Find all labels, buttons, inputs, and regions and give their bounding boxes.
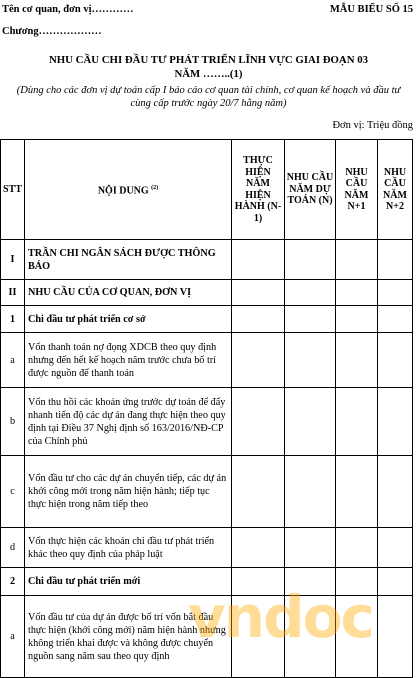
table-row: 2 Chi đầu tư phát triển mới (1, 568, 413, 596)
col-header-estimate: NHU CẦU NĂM DỰ TOÁN (N) (285, 140, 336, 240)
title-line-2: NĂM ……..(1) (174, 68, 243, 80)
table-header-row (1, 140, 413, 240)
table-row: 1 Chi đầu tư phát triển cơ sở (1, 306, 413, 333)
agency-name-field: Tên cơ quan, đơn vị………… (2, 4, 134, 15)
budget-table (0, 139, 413, 678)
table-row: II NHU CẦU CỦA CƠ QUAN, ĐƠN VỊ (1, 280, 413, 306)
content-footnote-mark: (2) (151, 184, 159, 191)
table-row: a Vốn đầu tư của dự án được bố trí vốn bắt đầu thực hiện (khởi công mới) năm hiện hành nhưng không triển khai được và không được chuyển nguồn sang năm sau theo quy định (1, 596, 413, 678)
table-row: c Vốn đầu tư cho các dự án chuyển tiếp, các dự án khởi công mới trong năm hiện hành; tiếp tục thực hiện trong năm tiếp theo (1, 456, 413, 528)
title-line-1: NHU CẦU CHI ĐẦU TƯ PHÁT TRIỂN LĨNH VỰC GIAI ĐOẠN 03 (48, 54, 369, 66)
col-header-n1: NHU CẦU NĂM N+1 (336, 140, 378, 240)
document-title (10, 53, 407, 81)
table-row: I TRẦN CHI NGÂN SÁCH ĐƯỢC THÔNG BÁO (1, 240, 413, 280)
form-number: MẪU BIỂU SỐ 15 (329, 4, 413, 15)
watermark-logo: vndoc (188, 583, 373, 651)
unit-label: Đơn vị: Triệu đồng (332, 120, 413, 131)
col-header-n2: NHU CẦU NĂM N+2 (378, 140, 413, 240)
table-row: b Vốn thu hồi các khoản ứng trước dự toán để đẩy nhanh tiến độ các dự án đang thực hiện theo quy định tại Điều 37 Nghị định số 163/2016/NĐ-CP của Chính phủ (1, 388, 413, 456)
usage-note: (Dùng cho các đơn vị dự toán cấp I báo cáo cơ quan tài chính, cơ quan kế hoạch và đầu tư cùng cấp trước ngày 20/7 hằng năm) (16, 85, 401, 109)
chapter-field: Chương……………… (2, 26, 102, 37)
table-row: d Vốn thực hiện các khoản chi đầu tư phát triển khác theo quy định của pháp luật (1, 528, 413, 568)
col-header-actual: THỰC HIỆN NĂM HIỆN HÀNH (N-1) (232, 140, 285, 240)
col-header-content: NỘI DUNG $^{(2)}$ (25, 140, 232, 240)
table-row: a Vốn thanh toán nợ đọng XDCB theo quy định nhưng đến hết kế hoạch năm trước chưa bố trí được nguồn để thanh toán (1, 333, 413, 388)
col-header-stt: STT (1, 140, 25, 240)
